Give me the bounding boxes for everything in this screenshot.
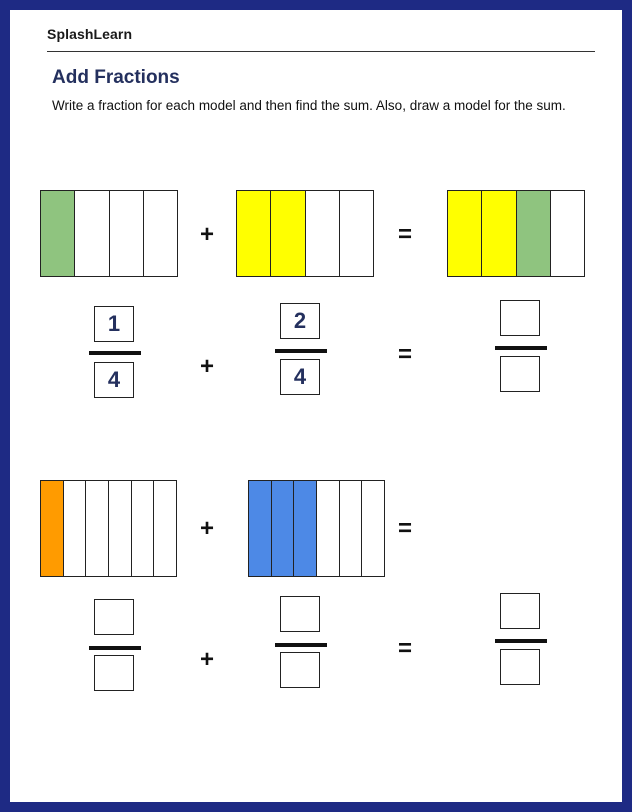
unshaded-part [110,191,144,276]
unshaded-part [109,481,132,576]
unshaded-part [551,191,584,276]
denominator-box[interactable] [500,356,540,392]
plus-sign: + [199,646,214,673]
numerator-box[interactable]: 2 [280,303,320,339]
plus-sign: + [199,221,214,248]
denominator-box[interactable] [500,649,540,685]
unshaded-part [362,481,384,576]
equals-sign: = [397,341,412,368]
unshaded-part [75,191,109,276]
denominator-box[interactable] [94,655,134,691]
unshaded-part [132,481,155,576]
numerator-box[interactable] [500,593,540,629]
denominator-box[interactable]: 4 [94,362,134,398]
unshaded-part [144,191,177,276]
shaded-part [41,191,75,276]
numerator-box[interactable] [94,599,134,635]
unshaded-part [64,481,87,576]
fraction-bar [275,349,327,353]
denominator-box[interactable]: 4 [280,359,320,395]
numerator-box[interactable]: 1 [94,306,134,342]
numerator-box[interactable] [280,596,320,632]
fraction-bar [89,351,141,355]
p1-model-sum [447,190,585,277]
equals-sign: = [397,515,412,542]
shaded-part [517,191,551,276]
page-title: Add Fractions [52,67,180,88]
numerator-box[interactable] [500,300,540,336]
denominator-box[interactable] [280,652,320,688]
p1-model-1 [40,190,178,277]
plus-sign: + [199,353,214,380]
unshaded-part [340,481,363,576]
header-divider [47,51,595,52]
unshaded-part [340,191,373,276]
shaded-part [272,481,295,576]
plus-sign: + [199,515,214,542]
shaded-part [294,481,317,576]
fraction-bar [495,639,547,643]
unshaded-part [86,481,109,576]
worksheet-page [10,10,622,802]
fraction-bar [495,346,547,350]
fraction-bar [89,646,141,650]
shaded-part [271,191,305,276]
unshaded-part [317,481,340,576]
p2-model-1 [40,480,177,577]
instructions: Write a fraction for each model and then find the sum. Also, draw a model for the sum. [52,98,566,113]
unshaded-part [154,481,176,576]
shaded-part [482,191,516,276]
unshaded-part [306,191,340,276]
p1-model-2 [236,190,374,277]
shaded-part [41,481,64,576]
p2-model-2 [248,480,385,577]
shaded-part [237,191,271,276]
shaded-part [249,481,272,576]
equals-sign: = [397,221,412,248]
shaded-part [448,191,482,276]
fraction-bar [275,643,327,647]
brand-logo: SplashLearn [47,26,133,42]
equals-sign: = [397,635,412,662]
